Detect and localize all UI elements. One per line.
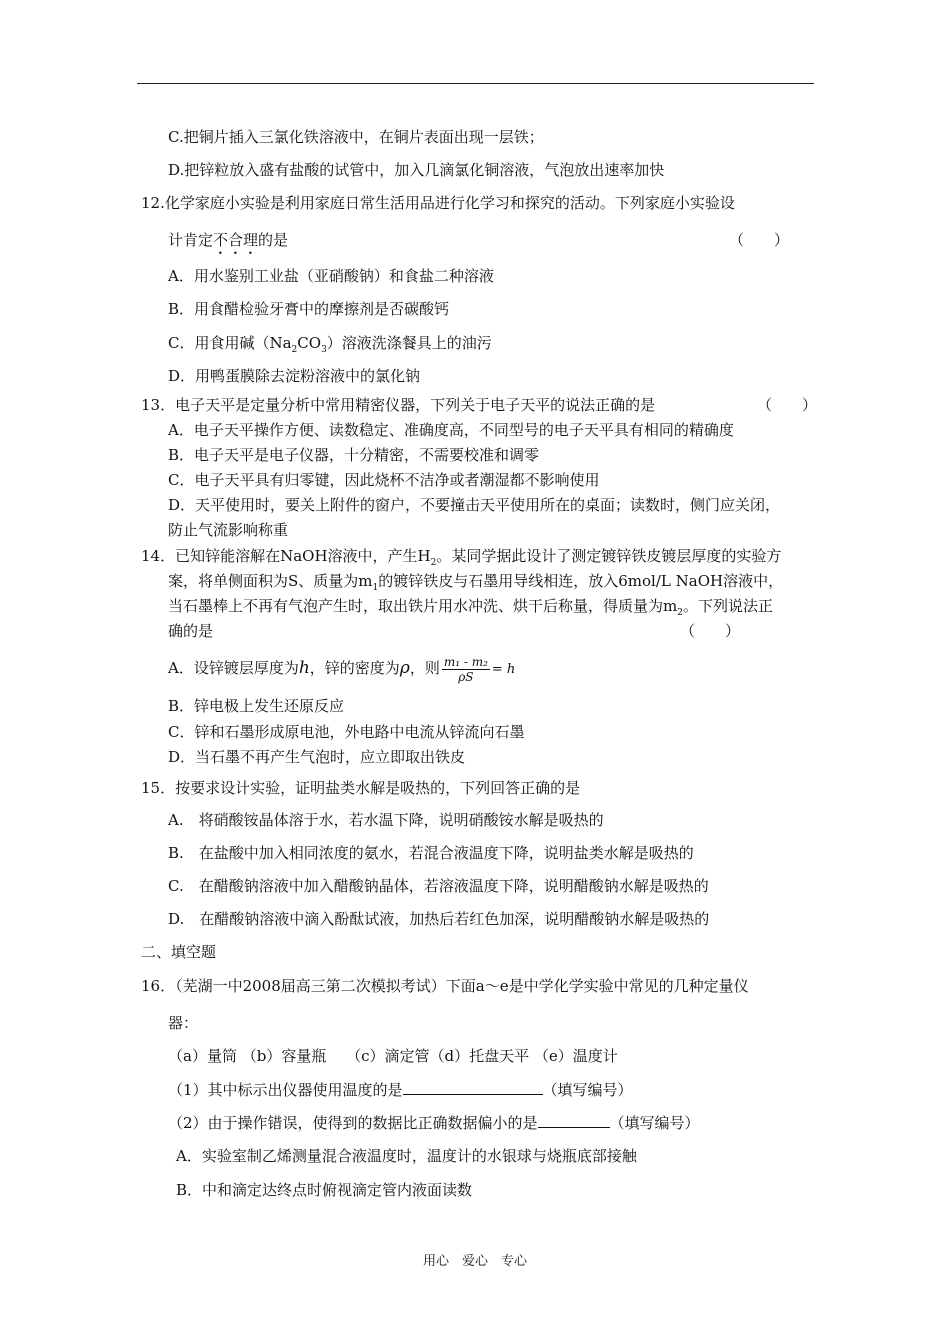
answer-blank <box>538 1112 610 1128</box>
header-rule <box>137 83 814 84</box>
q13-option-d-line1: D．天平使用时，要关上附件的窗户，不要撞击天平使用所在的桌面；读数时，侧门应关闭， <box>168 496 781 514</box>
q15-option-a: A. 将硝酸铵晶体溶于水，若水温下降，说明硝酸铵水解是吸热的 <box>168 811 604 829</box>
page-footer: 用心 爱心 专心 <box>422 1254 527 1269</box>
emphasis-text: 不合理 <box>213 231 259 249</box>
answer-blank <box>403 1079 543 1095</box>
q14-option-b: B．锌电极上发生还原反应 <box>168 697 345 715</box>
q16-part1: （1）其中标示出仪器使用温度的是 （填写编号） <box>168 1081 633 1099</box>
q13-stem: 13．电子天平是定量分析中常用精密仪器，下列关于电子天平的说法正确的是 <box>141 396 656 414</box>
answer-paren: （ ） <box>729 231 790 249</box>
q16-stem-line2: 器： <box>168 1014 199 1032</box>
q13-option-b: B．电子天平是电子仪器，十分精密，不需要校准和调零 <box>168 446 540 464</box>
q12-stem-line2: 计肯定不合理的是 <box>168 231 289 249</box>
q12-option-b: B．用食醋检验牙膏中的摩擦剂是否碳酸钙 <box>168 300 450 318</box>
q14-stem-line1: 14．已知锌能溶解在NaOH溶液中，产生$H_2$。某同学据此设计了测定镀锌铁皮镀层厚度的实验方 <box>141 547 782 568</box>
q14-stem-line4: 确的是 <box>168 622 214 640</box>
q14-stem-line3: 当石墨棒上不再有气泡产生时，取出铁片用水冲洗、烘干后称量，得质量为$m_2$。下列说法正 <box>168 597 773 618</box>
q15-option-d: D. 在醋酸钠溶液中滴入酚酞试液，加热后若红色加深，说明醋酸钠水解是吸热的 <box>168 910 710 928</box>
q12-option-c: C．用食用碱$(Na_2CO_3)$溶液洗涤餐具上的油污 <box>168 334 492 355</box>
q13-option-d-line2: 防止气流影响称重 <box>168 521 289 539</box>
q16-instruments: （a）量筒 （b）容量瓶 （c）滴定管（d）托盘天平 （e）温度计 <box>168 1047 618 1065</box>
q15-stem: 15．按要求设计实验，证明盐类水解是吸热的，下列回答正确的是 <box>141 779 581 797</box>
q15-option-b: B. 在盐酸中加入相同浓度的氨水，若混合液温度下降，说明盐类水解是吸热的 <box>168 844 694 862</box>
q16-part2: （2）由于操作错误，使得到的数据比正确数据偏小的是 （填写编号） <box>168 1114 700 1132</box>
q11-option-c: C.把铜片插入三氯化铁溶液中，在铜片表面出现一层铁； <box>168 128 544 146</box>
q12-stem-line1: 12.化学家庭小实验是利用家庭日常生活用品进行化学习和探究的活动。下列家庭小实验设 <box>141 194 735 212</box>
q14-option-d: D．当石墨不再产生气泡时，应立即取出铁皮 <box>168 748 466 766</box>
q16-option-a: A．实验室制乙烯测量混合液温度时，温度计的水银球与烧瓶底部接触 <box>176 1147 637 1165</box>
q11-option-d: D.把锌粒放入盛有盐酸的试管中，加入几滴氯化铜溶液，气泡放出速率加快 <box>168 161 665 179</box>
q14-stem-line2: 案，将单侧面积为S、质量为$m_1$的镀锌铁皮与石墨用导线相连，放入6mol/L NaOH溶液中， <box>168 572 784 593</box>
q16-option-b: B．中和滴定达终点时俯视滴定管内液面读数 <box>176 1181 473 1199</box>
section-heading: 二、填空题 <box>141 943 217 961</box>
q12-option-d: D．用鸭蛋膜除去淀粉溶液中的氯化钠 <box>168 367 421 385</box>
q13-option-a: A．电子天平操作方便、读数稳定、准确度高，不同型号的电子天平具有相同的精确度 <box>168 421 734 439</box>
q14-option-c: C．锌和石墨形成原电池，外电路中电流从锌流向石墨 <box>168 723 525 741</box>
q16-stem-line1: 16．（芜湖一中2008届高三第二次模拟考试）下面a～e是中学化学实验中常见的几种定量仪 <box>141 977 749 995</box>
q12-option-a: A．用水鉴别工业盐（亚硝酸钠）和食盐二种溶液 <box>168 267 494 285</box>
q14-option-a: A．设锌镀层厚度为h，锌的密度为ρ，则 $\frac{\text{m₁ - m₂}}{\rho S}$ = h <box>168 654 516 684</box>
answer-paren: （ ） <box>680 622 741 640</box>
answer-paren: （ ） <box>757 396 818 414</box>
q13-option-c: C．电子天平具有归零键，因此烧杯不洁净或者潮湿都不影响使用 <box>168 471 600 489</box>
q15-option-c: C. 在醋酸钠溶液中加入醋酸钠晶体，若溶液温度下降，说明醋酸钠水解是吸热的 <box>168 877 709 895</box>
formula-fraction: $\frac{\text{m₁ - m₂}}{\rho S}$ <box>443 654 488 684</box>
